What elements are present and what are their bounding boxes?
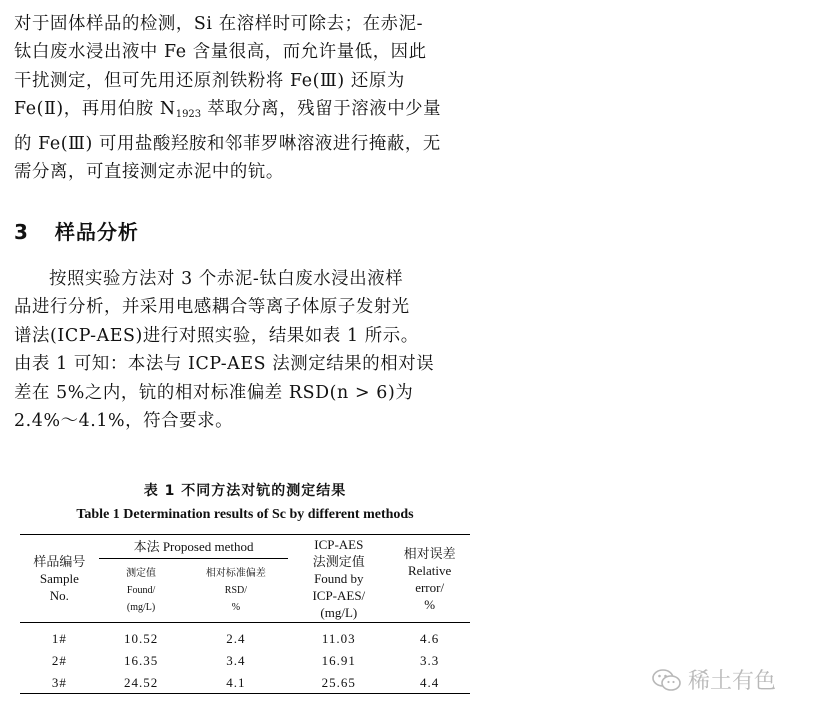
text-line: 的 Fe(Ⅲ) 可用盐酸羟胺和邻菲罗啉溶液进行掩蔽，无 [14,133,441,154]
text-line: 品进行分析，并采用电感耦合等离子体原子发射光 [14,297,410,318]
table-caption-en: Table 1 Determination results of Sc by different methods [76,507,414,522]
cell-found: 10.52 [123,630,159,646]
header-sample: 样品编号 Sample No. [20,535,99,623]
header-rsd: 相对标准偏差 RSD/ % [183,558,288,622]
section-heading [14,216,139,245]
watermark [652,664,776,695]
text-line: 钛白废水浸出液中 Fe 含量很高，而允许量低，因此 [14,42,427,63]
cell-icp: 16.91 [321,652,356,668]
text-segment: Fe(Ⅱ)，再用伯胺 N [14,99,176,120]
table-row [20,649,470,671]
text-line: 按照实验方法对 3 个赤泥-钛白废水浸出液样 [49,269,404,289]
cell-sample: 2# [51,652,67,668]
header-proposed-method: 本法 Proposed method [99,535,289,559]
cell-icp: 11.03 [321,630,356,646]
cell-rsd: 3.4 [226,652,246,668]
text-line: 需分离，可直接测定赤泥中的钪。 [14,162,284,183]
header-found: 测定值 Found/ (mg/L) [99,558,184,622]
cell-error: 4.4 [389,671,470,694]
text-line: 干扰测定，但可先用还原剂铁粉将 Fe(Ⅲ) 还原为 [14,70,405,91]
text-line: 差在 5%之内，钪的相对标准偏差 RSD(n > 6)为 [14,382,414,403]
section-number: 3 [14,220,29,244]
table-row [20,623,470,650]
analysis-paragraph [14,265,484,435]
text-line [14,95,484,129]
cell-icp: 25.65 [288,671,389,694]
cell-sample: 3# [20,671,99,694]
wechat-icon [652,668,682,692]
header-error: 相对误差 Relative error/ % [389,535,470,623]
watermark-text: 稀土有色 [688,669,777,694]
cell-sample: 1# [51,630,67,646]
cell-error: 4.6 [420,630,440,646]
cell-rsd: 2.4 [226,630,246,646]
header-icp: ICP-AES 法测定值 Found by ICP-AES/ (mg/L) [288,535,389,623]
text-line: 对于固体样品的检测，Si 在溶样时可除去；在赤泥- [14,14,424,34]
intro-paragraph [14,10,484,186]
section-title: 样品分析 [54,220,139,244]
cell-error: 3.3 [420,652,440,668]
text-segment: 萃取分离，残留于溶液中少量 [201,99,442,120]
text-line: 2.4%～4.1%，符合要求。 [14,411,234,432]
cell-found: 16.35 [123,652,159,668]
results-table [20,534,470,694]
subscript: 1923 [175,109,202,121]
text-line: 由表 1 可知：本法与 ICP-AES 法测定结果的相对误 [14,354,435,375]
cell-found: 24.52 [99,671,184,694]
text-line: 谱法(ICP-AES)进行对照实验，结果如表 1 所示。 [14,325,419,346]
table-caption-zh: 表 1 不同方法对钪的测定结果 [143,483,347,499]
table-row [20,671,470,694]
cell-rsd: 4.1 [183,671,288,694]
